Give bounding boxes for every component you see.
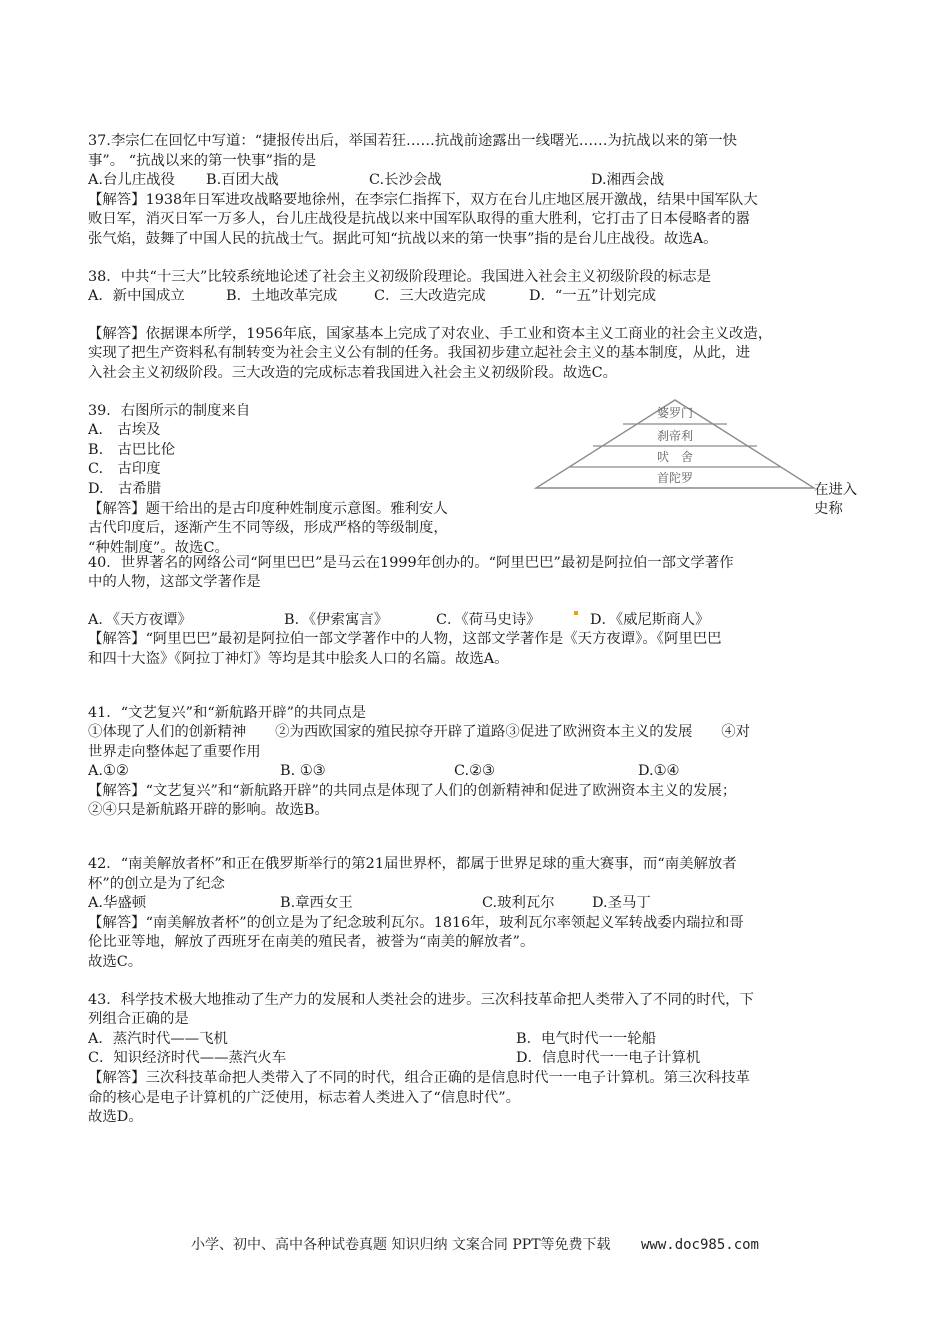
option-c: C.玻利瓦尔	[482, 895, 555, 912]
answer-line: 实现了把生产资料私有制转变为社会主义公有制的任务。我国初步建立起社会主义的基本制度，从此，进	[88, 345, 750, 362]
options-row	[88, 762, 868, 782]
answer-line: 伦比亚等地，解放了西班牙在南美的殖民者，被誉为“南美的解放者”。	[88, 934, 535, 951]
option-a: A．《天方夜谭》	[88, 611, 192, 628]
answer-line: ②④只是新航路开辟的影响。故选B。	[88, 802, 329, 819]
option-d: D.①④	[638, 763, 680, 780]
options-row	[88, 1049, 868, 1069]
pyramid-label-vaishya: 吠 舍	[656, 449, 694, 464]
option-b: B．土地改革完成	[226, 288, 338, 305]
pyramid-label-brahmin: 婆罗门	[656, 405, 694, 420]
answer-line: 【解答】1938年日军进攻战略要地徐州，在李宗仁指挥下，双方在台儿庄地区展开激战，结果中国军队大	[88, 191, 758, 208]
answer-line: 史称	[814, 501, 843, 518]
answer-line: 和四十大盗》《阿拉丁神灯》等均是其中脍炙人口的名篇。故选A。	[88, 650, 509, 667]
option-c: C.长沙会战	[369, 172, 442, 189]
question-41	[88, 704, 868, 822]
options-row	[88, 171, 868, 191]
option-d: D. 古希腊	[88, 480, 162, 497]
highlight-mark	[574, 611, 578, 615]
question-text: 世界走向整体起了重要作用	[88, 743, 261, 760]
question-text: 41．“文艺复兴”和“新航路开辟”的共同点是	[88, 704, 366, 721]
option-d: D.湘西会战	[591, 172, 665, 189]
option-d: D．“一五”计划完成	[529, 288, 656, 305]
option-b: B. ①③	[280, 763, 326, 780]
question-text: 事”。 “抗战以来的第一快事”指的是	[88, 152, 317, 169]
question-text: 39．右图所示的制度来自	[88, 402, 251, 419]
options-row	[88, 287, 868, 307]
option-b: B. 古巴比伦	[88, 441, 176, 458]
option-b: B．电气时代一一轮船	[516, 1030, 657, 1047]
options-row	[88, 894, 868, 914]
option-c: C．知识经济时代——蒸汽火车	[88, 1050, 287, 1067]
caste-pyramid-diagram	[534, 398, 816, 490]
answer-line: 【解答】三次科技革命把人类带入了不同的时代，组合正确的是信息时代一一电子计算机。第三次科技革	[88, 1070, 750, 1086]
question-text: ①体现了人们的创新精神 ②为西欧国家的殖民掠夺开辟了道路③促进了欧洲资本主义的发展 ④对	[88, 724, 750, 741]
option-b: B.章西女王	[280, 895, 353, 912]
option-c: C. 古印度	[88, 461, 161, 478]
option-a: A. 古埃及	[88, 422, 161, 439]
option-a: A.华盛顿	[88, 895, 147, 912]
question-text: 42．“南美解放者杯”和正在俄罗斯举行的第21届世界杯，都属于世界足球的重大赛事，而“南美解放者	[88, 856, 737, 873]
question-43	[88, 991, 868, 1128]
answer-line: 命的核心是电子计算机的广泛使用，标志着人类进入了“信息时代”。	[88, 1089, 521, 1106]
option-c: C．三大改造完成	[374, 288, 486, 305]
options-row	[88, 611, 868, 631]
option-d: D．《威尼斯商人》	[590, 611, 710, 628]
exam-page	[88, 132, 868, 1128]
option-b: B．《伊索寓言》	[284, 611, 389, 628]
answer-line: 【解答】“文艺复兴”和“新航路开辟”的共同点是体现了人们的创新精神和促进了欧洲资本主义的发展；	[88, 782, 737, 799]
question-text: 中的人物，这部文学著作是	[88, 574, 261, 591]
question-text: 杯”的创立是为了纪念	[88, 875, 225, 892]
answer-line: 【解答】“南美解放者杯”的创立是为了纪念玻利瓦尔。1816年，玻利瓦尔率领起义军转战委内瑞拉和哥	[88, 914, 744, 931]
answer-line: 【解答】“阿里巴巴”最初是阿拉伯一部文学著作中的人物，这部文学著作是《天方夜谭》。《阿里巴巴	[88, 631, 722, 648]
option-b: B.百团大战	[206, 172, 279, 189]
answer-line: 故选C。	[88, 954, 143, 971]
option-c: C．《荷马史诗》	[436, 611, 541, 628]
options-row	[88, 1030, 868, 1050]
option-a: A.①②	[88, 763, 129, 780]
footer-text: 小学、初中、高中各种试卷真题 知识归纳 文案合同 PPT等免费下载	[191, 1237, 611, 1253]
question-42	[88, 855, 868, 973]
question-37	[88, 132, 868, 250]
option-c: C.②③	[454, 763, 495, 780]
option-a: A．新中国成立	[88, 288, 185, 305]
question-text: 43．科学技术极大地推动了生产力的发展和人类社会的进步。三次科技革命把人类带入了不同的时代，下	[88, 991, 754, 1008]
answer-line: 张气焰，鼓舞了中国人民的抗战士气。据此可知“抗战以来的第一快事”指的是台儿庄战役。故选A。	[88, 230, 718, 247]
option-d: D.圣马丁	[592, 895, 651, 912]
answer-line: 【解答】依据课本所学，1956年底，国家基本上完成了对农业、手工业和资本主义工商业的社会主义改造，	[88, 325, 773, 342]
question-text: 38．中共“十三大”比较系统地论述了社会主义初级阶段理论。我国进入社会主义初级阶段的标志是	[88, 268, 712, 285]
option-a: A.台儿庄战役	[88, 172, 175, 189]
answer-line: 败日军，消灭日军一万多人，台儿庄战役是抗战以来中国军队取得的重大胜利，它打击了日本侵略者的嚣	[88, 211, 750, 228]
answer-line: 【解答】题干给出的是古印度种姓制度示意图。雅利安人	[88, 500, 448, 517]
answer-line: 故选D。	[88, 1109, 143, 1126]
answer-line: 古代印度后，逐渐产生不同等级，形成严格的等级制度，	[88, 520, 448, 537]
pyramid-label-kshatriya: 刹帝利	[656, 428, 694, 443]
page-footer	[0, 1234, 950, 1254]
question-text: 40．世界著名的网络公司“阿里巴巴”是马云在1999年创办的。“阿里巴巴”最初是阿拉伯一部文学著作	[88, 554, 734, 571]
answer-line: 入社会主义初级阶段。三大改造的完成标志着我国进入社会主义初级阶段。故选C。	[88, 364, 618, 381]
footer-url-link[interactable]: www.doc985.com	[640, 1237, 759, 1253]
answer-line: “种姓制度”。故选C。	[88, 539, 229, 556]
pyramid-label-shudra: 首陀罗	[656, 470, 694, 485]
question-40	[88, 554, 868, 670]
question-text: 37.李宗仁在回忆中写道：“捷报传出后，举国若狂……抗战前途露出一线曙光……为抗战以来的第一快	[88, 133, 738, 149]
question-39	[88, 402, 868, 556]
question-38	[88, 268, 868, 384]
question-text: 列组合正确的是	[88, 1011, 189, 1028]
option-d: D．信息时代一一电子计算机	[516, 1050, 701, 1067]
answer-line: 在进入	[814, 481, 858, 498]
option-a: A．蒸汽时代——飞机	[88, 1030, 228, 1047]
